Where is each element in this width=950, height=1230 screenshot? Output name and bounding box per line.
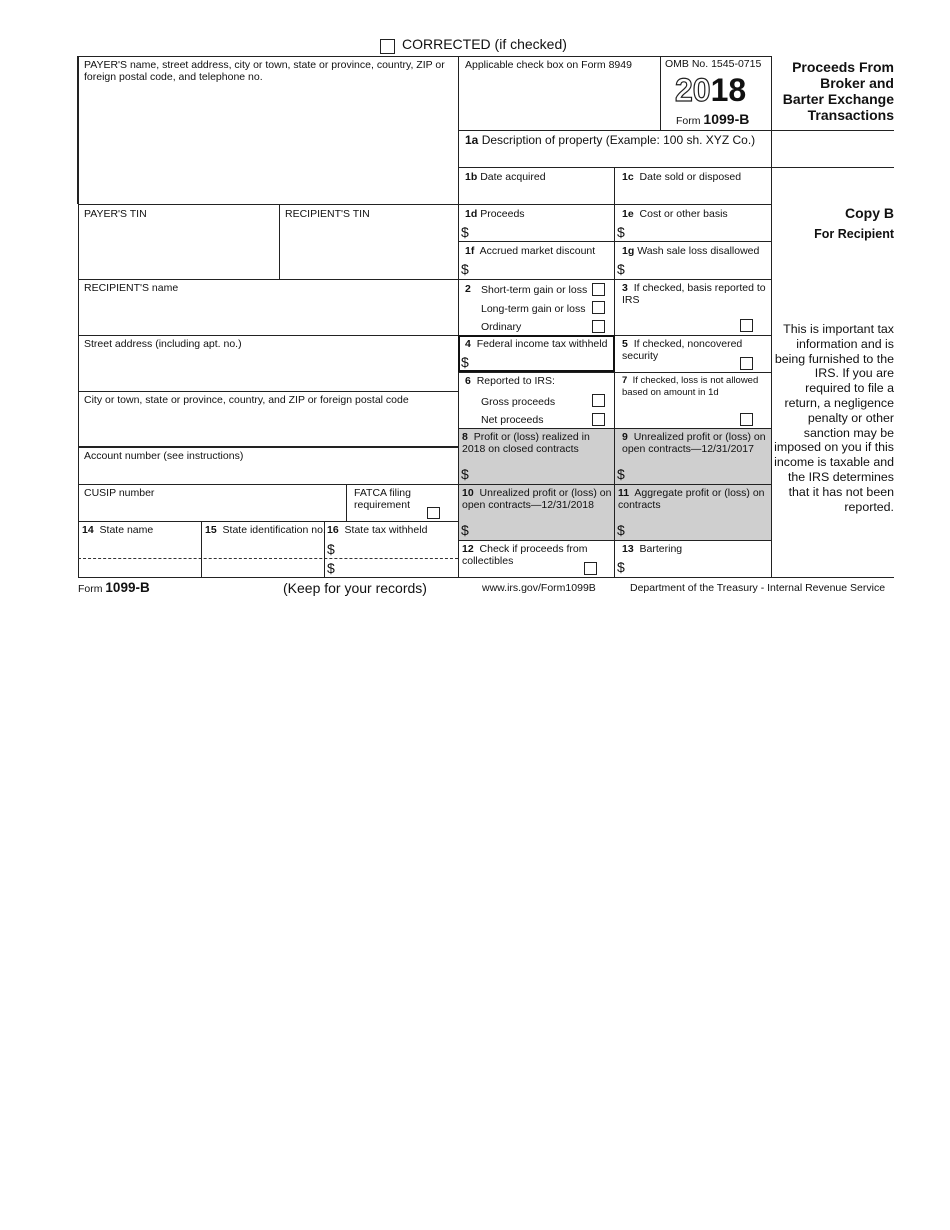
recipient-name-label: RECIPIENT'S name (84, 282, 179, 294)
box-1d-field[interactable] (474, 222, 612, 240)
box-12-checkbox[interactable] (584, 562, 597, 575)
box-1d-label (465, 208, 525, 220)
box-16-field[interactable] (338, 538, 456, 576)
line-cusip-bottom (78, 521, 458, 522)
box-16-label (327, 524, 427, 536)
box-9-dollar: $ (617, 466, 625, 482)
fatca-checkbox[interactable] (427, 507, 440, 519)
bottom-border (78, 577, 894, 578)
box-1e-num: 1e (622, 208, 634, 220)
box-6-gross-label: Gross proceeds (481, 396, 556, 408)
footer-form-number: 1099-B (105, 580, 150, 595)
line-payer-bottom (78, 204, 458, 205)
box-1c-label (622, 171, 741, 183)
line-name-bottom (78, 335, 458, 336)
line-4-bottom (459, 372, 771, 373)
box-9-num: 9 (622, 431, 628, 443)
box-1e-field[interactable] (630, 222, 769, 240)
box-1d-num: 1d (465, 208, 478, 220)
box-11-text: Aggregate profit or (loss) on contracts (618, 487, 765, 511)
box-1g-text: Wash sale loss disallowed (637, 245, 760, 257)
box-3-text: If checked, basis reported to IRS (622, 282, 766, 306)
top-border-left (78, 56, 771, 57)
corrected-label: CORRECTED (if checked) (402, 36, 567, 52)
box-14-text: State name (99, 524, 154, 536)
footer-url[interactable]: www.irs.gov/Form1099B (482, 582, 596, 594)
box-13-field[interactable] (630, 556, 769, 576)
box-12-num: 12 (462, 543, 474, 555)
box-2-ordinary-checkbox[interactable] (592, 320, 605, 333)
account-label: Account number (see instructions) (84, 450, 244, 462)
payer-tin-label: PAYER'S TIN (84, 208, 147, 220)
box-15-label (205, 524, 326, 536)
box-14-label (82, 524, 153, 536)
line-account-bottom (78, 484, 458, 485)
form-title-line-2: Broker and (820, 75, 894, 91)
line-14-15 (201, 521, 202, 577)
box-10-dollar: $ (461, 522, 469, 538)
box-2-num: 2 (465, 283, 471, 295)
tax-year-outline: 20 (675, 72, 711, 108)
box-1g-dollar: $ (617, 261, 625, 277)
box-1d-dollar: $ (461, 224, 469, 240)
box-1c-num: 1c (622, 171, 634, 183)
box-16-num: 16 (327, 524, 339, 536)
line-street-bottom (78, 391, 458, 392)
cusip-field[interactable] (80, 500, 344, 520)
left-border (78, 56, 79, 577)
line-8-bottom (459, 484, 771, 485)
box-5-text: If checked, noncovered security (622, 338, 743, 362)
tax-year-bold: 18 (710, 72, 747, 108)
form-title-line-4: Transactions (807, 107, 894, 123)
box-1a-num: 1a (465, 133, 479, 147)
line-city-bottom (78, 446, 458, 448)
box-8-text: Profit or (loss) realized in 2018 on closed contracts (462, 431, 590, 455)
payer-block-label: PAYER'S name, street address, city or town, state or province, country, ZIP or foreign postal code, and telephone no. (84, 59, 445, 83)
line-6-bottom (459, 428, 771, 429)
box-1b-text: Date acquired (480, 171, 546, 183)
box-2-short-checkbox[interactable] (592, 283, 605, 296)
box-11-num: 11 (618, 487, 630, 499)
line-1b-bottom (459, 204, 771, 205)
box-13-num: 13 (622, 543, 634, 555)
payer-tin-field[interactable] (80, 222, 277, 278)
box-14-field[interactable] (80, 538, 200, 576)
box-2-long-checkbox[interactable] (592, 301, 605, 314)
payer-block-field[interactable] (80, 86, 456, 202)
line-tin-bottom (78, 279, 458, 280)
footer-keep: (Keep for your records) (283, 580, 427, 596)
box-4-dollar: $ (461, 354, 469, 370)
important-notice: This is important tax information and is being furnished to the IRS. If you are required to file a return, a negligence penalty or other sanction may be imposed on you if this income is taxable and the IRS determines that it has not been reported. (774, 322, 894, 514)
box-11-label (618, 487, 768, 511)
box-9-label (622, 431, 770, 455)
tax-year (675, 72, 746, 108)
box-1g-num: 1g (622, 245, 635, 257)
footer-form-id (78, 580, 150, 597)
box-10-num: 10 (462, 487, 474, 499)
box-6-num: 6 (465, 375, 471, 387)
box-3-checkbox[interactable] (740, 319, 753, 332)
box-6-net-checkbox[interactable] (592, 413, 605, 426)
form-number-top: 1099-B (703, 111, 750, 127)
check-8949-label: Applicable check box on Form 8949 (465, 59, 632, 71)
box-1g-field[interactable] (630, 259, 769, 278)
box-7-checkbox[interactable] (740, 413, 753, 426)
line-1a-bottom (459, 167, 894, 168)
box-4-num: 4 (465, 338, 471, 350)
omb-number: OMB No. 1545-0715 (665, 58, 762, 70)
box-1f-dollar: $ (461, 261, 469, 277)
form-title-line-3: Barter Exchange (782, 91, 894, 107)
box-4-text: Federal income tax withheld (476, 338, 608, 350)
form-id-top (676, 111, 749, 129)
for-recipient-label: For Recipient (814, 227, 894, 241)
box-1b-field[interactable] (460, 184, 612, 203)
line-10-bottom (459, 540, 771, 541)
box-1a-label (465, 133, 755, 147)
box-13-dollar: $ (617, 559, 625, 575)
box-1b-num: 1b (465, 171, 478, 183)
box-6-text: Reported to IRS: (476, 375, 555, 387)
box-7-text: If checked, loss is not allowed based on amount in 1d (622, 375, 759, 398)
box-1d-text: Proceeds (480, 208, 525, 220)
box-2-ordinary-label: Ordinary (481, 321, 522, 333)
box-1c-field[interactable] (616, 184, 769, 203)
box-11-dollar: $ (617, 522, 625, 538)
box-9-text: Unrealized profit or (loss) on open contracts—12/31/2017 (622, 431, 766, 455)
box-1f-field[interactable] (474, 259, 612, 278)
box-8-dollar: $ (461, 466, 469, 482)
box-7-num: 7 (622, 375, 628, 386)
box-10-label (462, 487, 612, 511)
box-8-num: 8 (462, 431, 468, 443)
right-divider (771, 56, 772, 577)
form-word-top: Form (676, 115, 701, 127)
check-8949-field[interactable] (460, 74, 658, 129)
left-border-heavy (77, 56, 78, 204)
account-field[interactable] (80, 464, 456, 483)
line-omb-split (660, 56, 661, 130)
box-13-text: Bartering (639, 543, 683, 555)
box-6-label (465, 375, 555, 387)
box-15-field[interactable] (203, 538, 323, 576)
box-6-gross-checkbox[interactable] (592, 394, 605, 407)
box-5-checkbox[interactable] (740, 357, 753, 370)
box-7-label (622, 375, 770, 399)
street-label: Street address (including apt. no.) (84, 338, 242, 350)
line-1f-bottom (459, 279, 771, 280)
cusip-label: CUSIP number (84, 487, 155, 499)
box-6-net-label: Net proceeds (481, 414, 544, 426)
form-title (774, 59, 894, 123)
box-16-dollar-2: $ (327, 560, 335, 576)
box-15-text: State identification no. (222, 524, 326, 536)
middle-divider (458, 56, 459, 577)
line-cusip-split (346, 484, 347, 521)
box-16-text: State tax withheld (344, 524, 428, 536)
line-1a-top (459, 130, 894, 131)
box-10-text: Unrealized profit or (loss) on open contracts—12/31/2018 (462, 487, 612, 511)
box-1g-label (622, 245, 759, 257)
box-1e-text: Cost or other basis (639, 208, 728, 220)
box-1c-text: Date sold or disposed (639, 171, 742, 183)
box-3-label (622, 282, 767, 306)
fatca-label: FATCA filing requirement (354, 487, 411, 511)
recipient-tin-label: RECIPIENT'S TIN (285, 208, 370, 220)
box-2-long-label: Long-term gain or loss (481, 303, 586, 315)
footer-department: Department of the Treasury - Internal Revenue Service (630, 582, 886, 594)
box-16-dollar-1: $ (327, 541, 335, 557)
box-8-label (462, 431, 612, 455)
footer-form-word: Form (78, 583, 103, 595)
box-2-short-label: Short-term gain or loss (481, 284, 588, 296)
box-12-text: Check if proceeds from collectibles (462, 543, 588, 567)
recipient-tin-field[interactable] (281, 222, 457, 278)
box-13-label (622, 543, 682, 555)
box-1a-text: Description of property (Example: 100 sh. XYZ Co.) (481, 133, 756, 147)
box-14-num: 14 (82, 524, 94, 536)
box-1e-label (622, 208, 728, 220)
city-label: City or town, state or province, country, and ZIP or foreign postal code (84, 394, 409, 406)
corrected-checkbox[interactable] (380, 39, 395, 54)
box-1f-text: Accrued market discount (479, 245, 596, 257)
line-1d-bottom (459, 241, 771, 242)
form-title-line-1: Proceeds From (792, 59, 894, 75)
box-1e-dollar: $ (617, 224, 625, 240)
box-3-num: 3 (622, 282, 628, 294)
box-5-num: 5 (622, 338, 628, 350)
box-4-label (465, 338, 607, 350)
box-12-label (462, 543, 592, 567)
line-tin-split (279, 204, 280, 279)
city-field[interactable] (80, 408, 456, 445)
copy-b-title: Copy B (845, 205, 894, 221)
box-1f-label (465, 245, 595, 257)
box-1a-field[interactable] (460, 148, 892, 166)
box-4-field[interactable] (474, 352, 612, 370)
box-1f-num: 1f (465, 245, 475, 257)
recipient-name-field[interactable] (80, 296, 456, 334)
box-15-num: 15 (205, 524, 217, 536)
line-middle-split (614, 167, 615, 577)
box-1b-label (465, 171, 546, 183)
street-field[interactable] (80, 352, 456, 390)
